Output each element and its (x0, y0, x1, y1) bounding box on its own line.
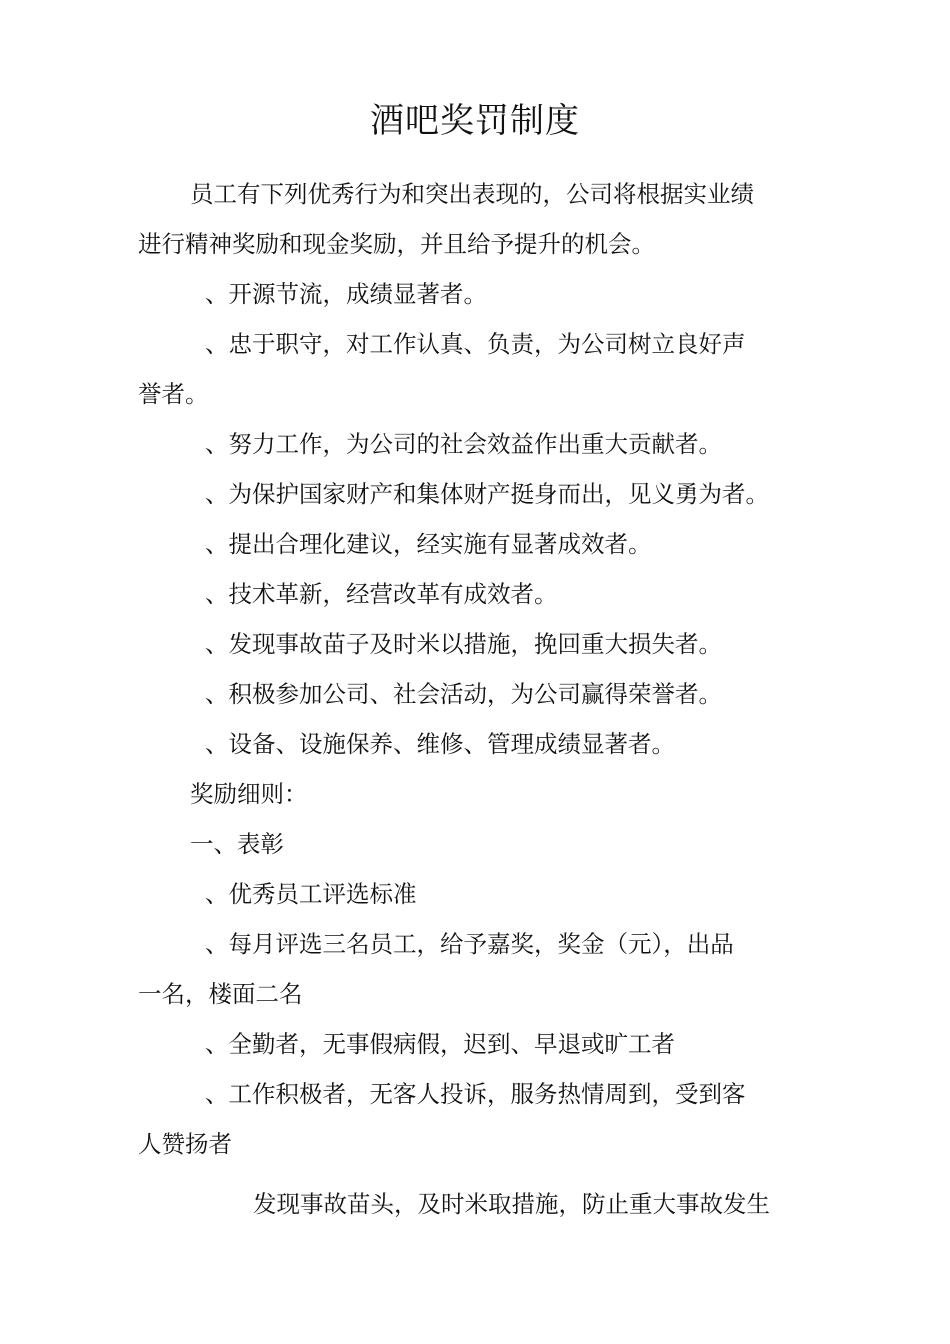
paragraph-line-last: 发现事故苗头，及时米取措施，防止重大事故发生 (253, 1190, 770, 1218)
list-item-line: 、积极参加公司、社会活动，为公司赢得荣誉者。 (205, 680, 722, 708)
list-item-line: 、每月评选三名员工，给予嘉奖，奖金（元），出品 (205, 930, 734, 958)
list-item-line: 、优秀员工评选标准 (205, 880, 417, 908)
list-item-continuation: 人赞扬者 (138, 1130, 232, 1158)
list-item-line: 、工作积极者，无客人投诉，服务热情周到，受到客 (205, 1080, 746, 1108)
list-item-line: 、设备、设施保养、维修、管理成绩显著者。 (205, 730, 675, 758)
paragraph-line-intro-2: 进行精神奖励和现金奖励，并且给予提升的机会。 (138, 230, 655, 258)
list-item-line: 、提出合理化建议，经实施有显著成效者。 (205, 530, 652, 558)
list-item-continuation: 一名，楼面二名 (138, 980, 303, 1008)
list-item-line: 、技术革新，经营改革有成效者。 (205, 580, 558, 608)
section-heading-reward-rules: 奖励细则： (190, 780, 308, 808)
document-title: 酒吧奖罚制度 (370, 101, 580, 141)
list-item-continuation: 誉者。 (138, 380, 209, 408)
section-heading-commendation: 一、表彰 (190, 830, 284, 858)
list-item-line: 、努力工作，为公司的社会效益作出重大贡献者。 (205, 430, 722, 458)
paragraph-line-intro-1: 员工有下列优秀行为和突出表现的，公司将根据实业绩 (190, 180, 754, 208)
list-item-line: 、全勤者，无事假病假，迟到、早退或旷工者 (205, 1030, 675, 1058)
list-item-line: 、开源节流，成绩显著者。 (205, 280, 487, 308)
list-item-line: 、忠于职守，对工作认真、负责，为公司树立良好声 (205, 330, 746, 358)
list-item-line: 、发现事故苗子及时米以措施，挽回重大损失者。 (205, 630, 722, 658)
list-item-line: 、为保护国家财产和集体财产挺身而出，见义勇为者。 (205, 480, 769, 508)
